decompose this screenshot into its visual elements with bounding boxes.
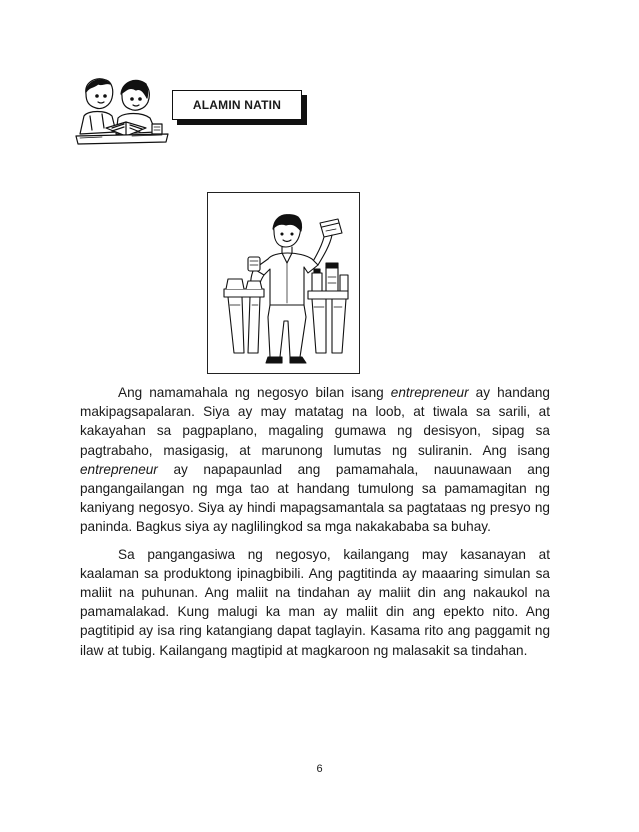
vendor-illustration: [208, 193, 359, 373]
paragraph-1-text-c: ay napapaunlad ang pamamahala, nauunawaan ang pangangailangan ng mga tao at handang tumulong sa pamamagitan ng kaniyang negosyo. Siya ay hindi mapagsamantala sa pagtataas ng presyo ng paninda. Bagkus siya ay naglilingkod sa mga nakakababa sa buhay.: [80, 461, 550, 535]
body-text: [80, 383, 550, 668]
section-heading: ALAMIN NATIN: [172, 90, 302, 120]
vendor-illustration-frame: [207, 192, 360, 374]
page-number: 6: [316, 763, 323, 775]
paragraph-1-text-b: ay handang makipagsapalaran. Siya ay may matatag na loob, at tiwala sa sarili, at kakayahan sa pagpaplano, magaling gumawa ng desisyon, sipag sa pagtrabaho, masigasig, at marunong lumutas ng suliranin. Ang isang: [80, 385, 550, 458]
paragraph-2: Sa pangangasiwa ng negosyo, kailangang may kasanayan at kaalaman sa produktong ipinagbibili. Ang pagtitinda ay maaaring simulan sa maliit na puhunan. Ang maliit na tindahan ay maliit din ang nakaukol na pamamalakad. Kung malugi ka man ay maliit din ang epekto nito. Ang pagtitipid ay isa ring katangiang dapat taglayin. Kasama rito ang paggamit ng ilaw at tubig. Kailangang magtipid at magkaroon ng malasakit sa tindahan.: [80, 546, 550, 658]
paragraph-1-text-a: Ang namamahala ng negosyo bilan isang: [118, 385, 391, 400]
paragraph-1: [80, 383, 550, 537]
children-reading-illustration: [72, 72, 172, 148]
paragraph-1-emphasis-b: entrepreneur: [80, 461, 158, 477]
paragraph-1-emphasis-a: entrepreneur: [390, 385, 469, 400]
